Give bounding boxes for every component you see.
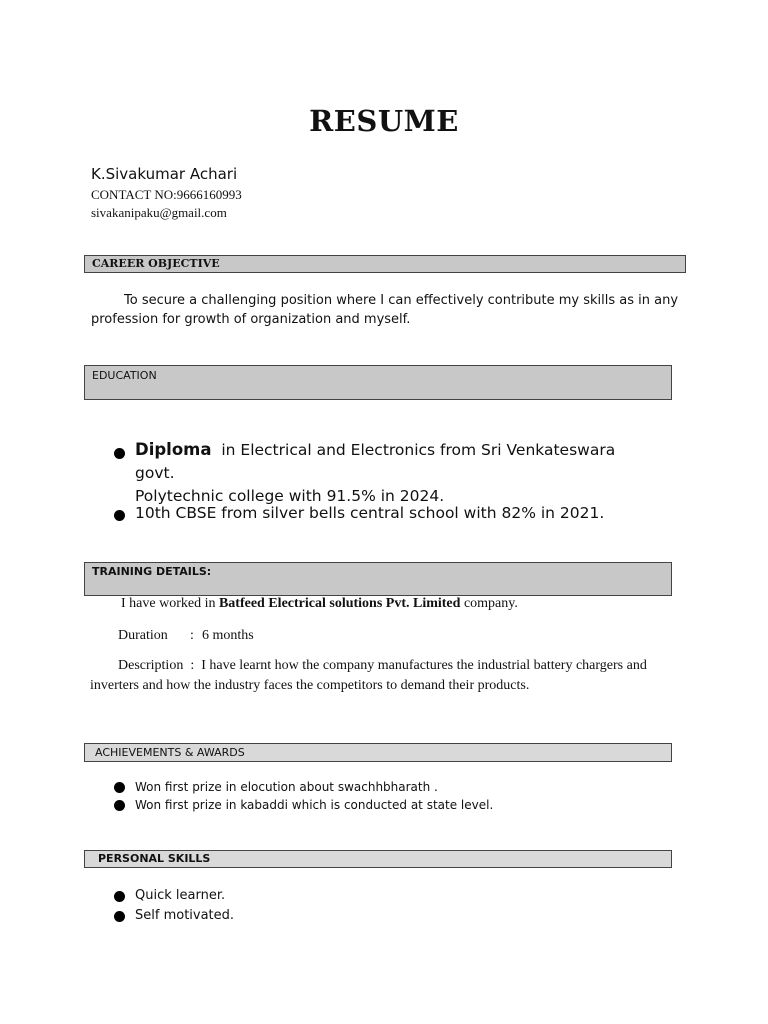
career-objective-body: To secure a challenging position where I can effectively contribute my skills as in any profession for growth of organization and myself. xyxy=(91,293,679,327)
skill-item: Quick learner. xyxy=(135,888,226,903)
achievement-item: Won first prize in kabaddi which is conducted at state level. xyxy=(135,798,494,812)
education-degree: Diploma xyxy=(135,440,212,459)
personal-skills-heading: PERSONAL SKILLS xyxy=(84,850,672,868)
education-degree-detail: in Electrical and Electronics from Sri Venkateswara govt. xyxy=(135,441,616,482)
training-description-text: I have learnt how the company manufactures the industrial battery chargers and inverters and how the industry faces the competitors to demand their products. xyxy=(90,658,647,693)
achievement-item: Won first prize in elocution about swachhbharath . xyxy=(135,780,438,794)
training-company: Batfeed Electrical solutions Pvt. Limited xyxy=(218,596,461,611)
education-heading: EDUCATION xyxy=(84,365,672,400)
career-objective-text xyxy=(91,291,681,329)
bullet-icon xyxy=(114,911,125,922)
resume-title: RESUME xyxy=(309,104,459,138)
bullet-icon xyxy=(114,448,125,459)
training-intro-end: company. xyxy=(463,596,518,611)
candidate-name: K.Sivakumar Achari xyxy=(91,165,238,183)
email-address: sivakanipaku@gmail.com xyxy=(91,205,227,220)
career-objective-heading: CAREER OBJECTIVE xyxy=(84,255,686,273)
training-description-label: Description xyxy=(118,658,184,673)
training-description: Description : I have learnt how the company manufactures the industrial battery chargers and inverters and how the industry faces the competitors to demand their products. xyxy=(90,658,647,693)
training-duration-colon: : xyxy=(190,628,194,643)
achievements-heading: ACHIEVEMENTS & AWARDS xyxy=(84,743,672,762)
skill-item: Self motivated. xyxy=(135,908,235,923)
training-duration-label: Duration xyxy=(118,628,168,643)
training-details-heading: TRAINING DETAILS: xyxy=(84,562,672,596)
contact-number: CONTACT NO:9666160993 xyxy=(91,187,242,202)
training-intro xyxy=(121,596,518,612)
education-degree-detail-line2: Polytechnic college with 91.5% in 2024. xyxy=(135,487,445,505)
education-item-diploma xyxy=(135,438,655,508)
bullet-icon xyxy=(114,510,125,521)
training-intro-text: I have worked in xyxy=(121,596,216,611)
training-duration-value: 6 months xyxy=(202,628,254,643)
bullet-icon xyxy=(114,800,125,811)
education-item-cbse: 10th CBSE from silver bells central school with 82% in 2021. xyxy=(135,504,605,522)
bullet-icon xyxy=(114,782,125,793)
bullet-icon xyxy=(114,891,125,902)
